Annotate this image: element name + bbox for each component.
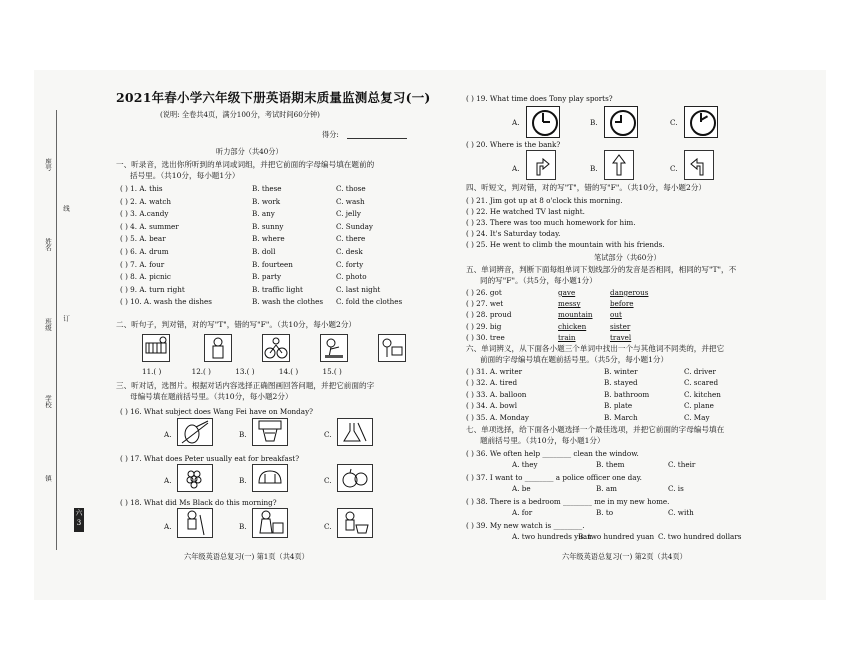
picture-science-flask [337,418,373,446]
option-c[interactable]: C. plane [684,401,714,411]
q19-option-a[interactable]: A. [512,118,520,127]
grade-tab-number: 3 [76,519,82,527]
list-item: ( ) 27. wet [466,299,504,309]
picture-sweeping [177,508,213,538]
picture-apples [337,464,373,492]
list-item: ( ) 34. A. bowl [466,401,518,411]
q17-option-a[interactable]: A. [164,476,172,485]
option-c[interactable]: C. with [668,508,694,517]
q19-option-c[interactable]: C. [670,118,678,127]
name-label: 姓名 [44,238,52,251]
option-b[interactable]: B. wash the clothes [252,297,324,307]
question: ( ) 37. I want to ________ a police officer one day. [466,473,642,482]
right-footer: 六年级英语总复习(一) 第2页（共4页） [562,552,687,561]
turn-right-sign-icon [526,150,556,180]
option-b[interactable]: B. where [252,234,285,244]
list-item: ( ) 22. He watched TV last night. [466,207,585,216]
clock-icon [684,106,718,138]
q20-option-b[interactable]: B. [590,164,598,173]
written-header: 笔试部分（共60分） [594,253,661,262]
option-a[interactable]: A. for [512,508,533,517]
answer-blank-14[interactable]: 14.( ) [278,367,299,376]
option-b[interactable]: B. doll [252,247,276,256]
seal-bind-label: 订 [62,315,70,322]
option-c[interactable]: C. desk [336,247,363,256]
option-c[interactable]: C. wash [336,196,365,206]
question-16: ( ) 16. What subject does Wang Fei have on Monday? [120,407,313,416]
answer-blank-15[interactable]: 15.( ) [322,367,342,376]
option-c[interactable]: C. scared [684,378,719,388]
list-item: ( ) 24. It's Saturday today. [466,229,561,238]
option-b[interactable]: B. winter [604,367,638,376]
list-item: ( ) 21. Jim got up at 8 o'clock this morning. [466,196,623,205]
sec3-instruction: 三、听对话，选图片。根据对话内容选择正确图画回答问题，并把它前面的字 [116,381,375,390]
picture-cooking-woman [252,508,288,538]
list-item: ( ) 2. A. watch [120,196,172,206]
sec7-instruction-2: 题前括号里。（共10分，每小题1分） [480,436,605,445]
picture-bread [252,464,288,492]
grade-tab-label: 六 [75,509,83,517]
school-label: 学校 [44,395,52,408]
option-b[interactable]: B. to [596,508,614,517]
sec5-instruction: 五、单词辨音，判断下面每组单词下划线部分的发音是否相同，相同的写"T"，不 [466,265,737,274]
list-item: ( ) 31. A. writer [466,367,523,376]
option-b[interactable]: B. sunny [252,221,284,231]
word-c: out [610,310,622,320]
q18-option-a[interactable]: A. [164,522,172,531]
word-b: messy [558,299,581,309]
sec3-instruction-2: 母编号填在题前括号里。（共10分，每小题2分） [130,392,293,401]
option-b[interactable]: B. traffic light [252,284,303,294]
seal-line-label: 线 [62,205,70,212]
option-b[interactable]: B. plate [604,401,633,411]
word-b: train [558,332,576,342]
option-c[interactable]: C. last night [336,284,381,294]
option-c[interactable]: C. their [668,460,696,469]
list-item: ( ) 29. big [466,321,502,331]
list-item: ( ) 25. He went to climb the mountain with his friends. [466,240,665,249]
list-item: ( ) 3. A.candy [120,209,169,219]
option-b[interactable]: B. two hundred yuan [578,532,655,541]
option-c[interactable]: C. is [668,484,684,493]
list-item: ( ) 8. A. picnic [120,272,171,282]
score-label: 得分: [322,130,339,139]
list-item: ( ) 26. got [466,288,502,297]
option-b[interactable]: B. these [252,184,282,193]
word-b: mountain [558,310,593,320]
option-b[interactable]: B. stayed [604,378,638,388]
binding-strip [34,70,114,600]
q19-option-b[interactable]: B. [590,118,598,127]
question-17: ( ) 17. What does Peter usually eat for breakfast? [120,454,300,463]
picture-grapes [177,464,213,492]
q17-option-c[interactable]: C. [324,476,332,485]
picture-piano [142,334,170,362]
option-b[interactable]: B. work [252,196,281,206]
option-c[interactable]: C. Sunday [336,221,373,231]
sec1-instruction-2: 括号里。（共10分，每小题1分） [130,171,240,180]
sec7-instruction: 七、单项选择，给下面各小题选择一个最佳选项，并把它前面的字母编号填在 [466,425,725,434]
question-20: ( ) 20. Where is the bank? [466,140,561,149]
sec2-blanks [142,367,402,376]
picture-bike [262,334,290,362]
list-item: ( ) 6. A. drum [120,247,169,256]
picture-violin [177,418,213,446]
q16-option-c[interactable]: C. [324,430,332,439]
word-b: gave [558,288,576,297]
picture-basketball-hoop [252,418,288,446]
seat-label: 座号 [44,158,52,171]
option-b[interactable]: B. party [252,272,282,282]
question-18: ( ) 18. What did Ms Black do this morning? [120,498,277,507]
list-item: ( ) 1. A. this [120,184,163,193]
word-c: travel [610,332,632,342]
option-c[interactable]: C. photo [336,272,367,282]
answer-blank-13[interactable]: 13.( ) [235,367,255,376]
answer-blank-12[interactable]: 12.( ) [191,367,211,376]
exam-note: (说明: 全卷共4页，满分100分，考试时间60分钟) [160,110,320,119]
word-c: sister [610,321,631,331]
option-b[interactable]: B. them [596,460,625,469]
option-b[interactable]: B. fourteen [252,259,293,269]
word-c: before [610,299,634,309]
option-c[interactable]: C. two hundred dollars [658,532,742,541]
left-footer: 六年级英语总复习(一) 第1页（共4页） [184,552,309,561]
exam-sheet [34,70,826,600]
class-label: 班级 [44,318,52,331]
list-item: ( ) 7. A. four [120,259,165,269]
q16-option-a[interactable]: A. [164,430,172,439]
option-c[interactable]: C. forty [336,259,364,269]
question: ( ) 36. We often help ________ clean the window. [466,449,639,458]
question-19: ( ) 19. What time does Tony play sports? [466,94,613,103]
sec6-instruction-2: 前面的字母编号填在题前括号里。（共5分，每小题1分） [480,355,669,364]
option-b[interactable]: B. bathroom [604,389,650,399]
word-b: chicken [558,321,587,331]
sec2-instruction: 二、听句子，判对错，对的写"T"，错的写"F"。（共10分，每小题2分） [116,320,357,329]
grade-tab [74,508,84,532]
q18-option-b[interactable]: B. [239,522,247,531]
sec4-instruction: 四、听短文，判对错，对的写"T"，错的写"F"。（共10分，每小题2分） [466,183,707,192]
score-blank[interactable] [347,138,407,139]
go-straight-sign-icon [604,150,634,180]
option-c[interactable]: C. there [336,234,366,244]
clock-icon [604,106,638,138]
list-item: ( ) 28. proud [466,310,512,320]
option-a[interactable]: A. two hundreds yuan [512,532,592,541]
sec5-instruction-2: 同的写"F"。（共5分，每小题1分） [480,276,597,285]
q17-option-b[interactable]: B. [239,476,247,485]
list-item: ( ) 30. tree [466,332,505,342]
option-a[interactable]: A. they [512,460,538,469]
option-c[interactable]: C. driver [684,367,716,376]
turn-left-sign-icon [684,150,714,180]
list-item: ( ) 5. A. bear [120,234,166,244]
list-item: ( ) 32. A. tired [466,378,518,388]
list-item: ( ) 35. A. Monday [466,412,529,422]
list-item: ( ) 23. There was too much homework for him. [466,218,636,227]
picture-cooking [378,334,406,362]
sec6-instruction: 六、单词辨义，从下面各小题三个单词中找出一个与其他词不同类的，并把它 [466,344,725,353]
option-a[interactable]: A. be [512,484,531,493]
option-c[interactable]: C. jelly [336,209,361,219]
option-c[interactable]: C. those [336,184,366,193]
picture-sports [320,334,348,362]
option-c[interactable]: C. May [684,412,710,422]
option-b[interactable]: B. March [604,412,638,422]
sec1-instruction: 一、听录音，选出你所听到的单词或词组，并把它前面的字母编号填在题前的 [116,160,375,169]
q18-option-c[interactable]: C. [324,522,332,531]
exam-title: 2021年春小学六年级下册英语期末质量监测总复习(一) [116,90,431,105]
list-item: ( ) 9. A. turn right [120,284,185,294]
option-c[interactable]: C. fold the clothes [336,297,403,307]
question: ( ) 39. My new watch is ________. [466,521,585,530]
answer-blank-11[interactable]: 11.( ) [142,367,162,376]
picture-washing [337,508,373,538]
town-label: 镇 [44,475,52,482]
picture-person [204,334,232,362]
word-c: dangerous [610,288,649,297]
list-item: ( ) 10. A. wash the dishes [120,297,212,307]
option-c[interactable]: C. kitchen [684,389,721,399]
q20-option-a[interactable]: A. [512,164,520,173]
question: ( ) 38. There is a bedroom ________ me in my new home. [466,497,670,506]
list-item: ( ) 4. A. summer [120,221,179,231]
listening-header: 听力部分（共40分） [216,147,283,156]
option-b[interactable]: B. am [596,484,617,493]
clock-icon [526,106,560,138]
q16-option-b[interactable]: B. [239,430,247,439]
q20-option-c[interactable]: C. [670,164,678,173]
option-b[interactable]: B. any [252,209,275,219]
binding-line [56,110,57,550]
list-item: ( ) 33. A. balloon [466,389,527,399]
